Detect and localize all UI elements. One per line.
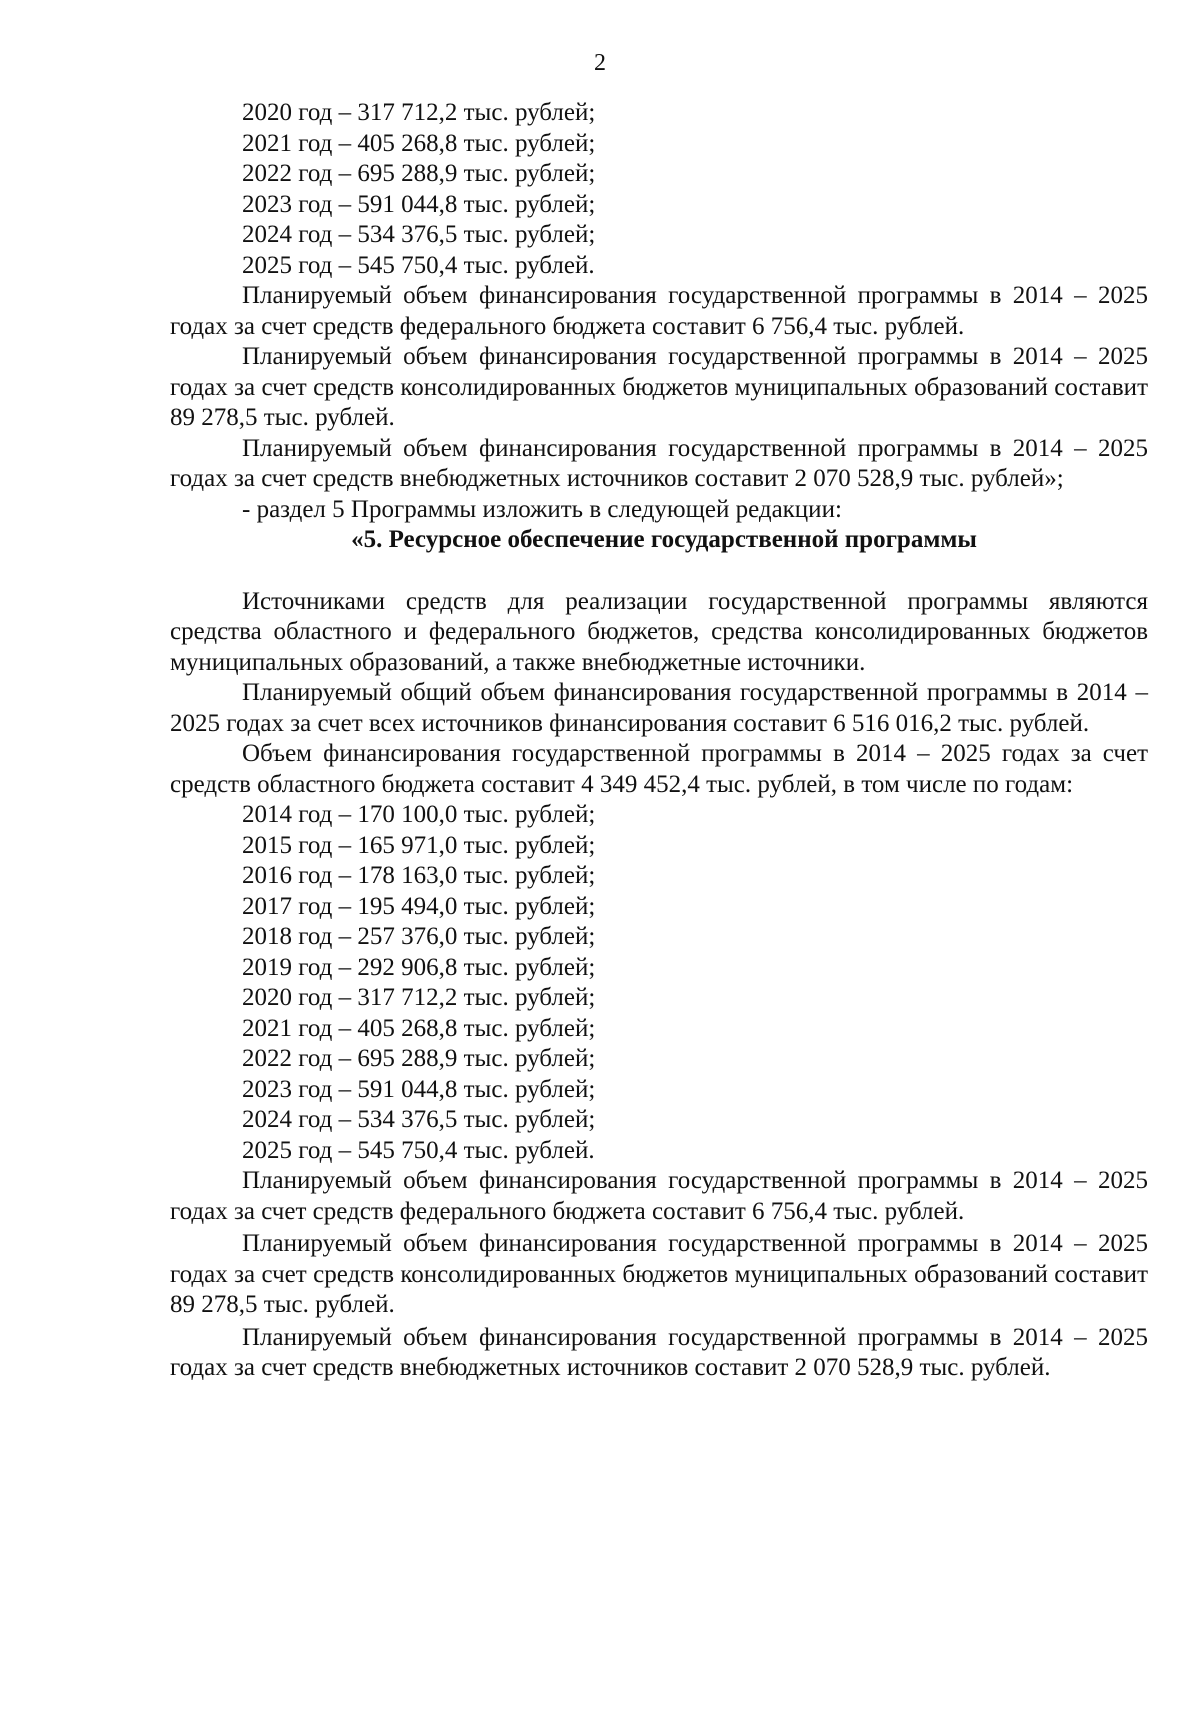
- amendment-item: - раздел 5 Программы изложить в следующей редакции:: [242, 495, 842, 523]
- spacer: [170, 556, 1148, 587]
- section-heading: «5. Ресурсное обеспечение государственной программы: [351, 526, 977, 553]
- sources-paragraph: Источниками средств для реализации государственной программы являются средства областного и федерального бюджетов, средства консолидированных бюджетов муниципальных образований, а также внебюджетные источники.: [170, 587, 1148, 676]
- year-line: 2017 год – 195 494,0 тыс. рублей;: [242, 892, 596, 920]
- year-line: 2021 год – 405 268,8 тыс. рублей;: [242, 1014, 596, 1042]
- federal-budget-paragraph: Планируемый объем финансирования государственной программы в 2014 – 2025 годах за счет средств федерального бюджета составит 6 756,4 тыс. рублей.: [170, 1167, 1148, 1225]
- year-line: 2014 год – 170 100,0 тыс. рублей;: [242, 801, 596, 828]
- year-line: 2020 год – 317 712,2 тыс. рублей;: [242, 984, 596, 1011]
- municipal-budget-paragraph: Планируемый объем финансирования государственной программы в 2014 – 2025 годах за счет средств консолидированных бюджетов муниципальных образований составит 89 278,5 тыс. рублей.: [170, 1230, 1148, 1318]
- year-line: 2023 год – 591 044,8 тыс. рублей;: [242, 1075, 596, 1103]
- year-line: 2024 год – 534 376,5 тыс. рублей;: [242, 1106, 596, 1133]
- document-body: [170, 98, 1148, 1384]
- year-line: 2023 год – 591 044,8 тыс. рублей;: [242, 190, 596, 218]
- year-list-top: [170, 98, 1148, 281]
- page-number: 2: [594, 50, 606, 76]
- total-financing-paragraph: Планируемый общий объем финансирования государственной программы в 2014 – 2025 годах за счет всех источников финансирования составит 6 516 016,2 тыс. рублей.: [170, 679, 1148, 737]
- federal-budget-paragraph: Планируемый объем финансирования государственной программы в 2014 – 2025 годах за счет средств федерального бюджета составит 6 756,4 тыс. рублей.: [170, 282, 1148, 340]
- year-line: 2019 год – 292 906,8 тыс. рублей;: [242, 953, 596, 981]
- regional-budget-paragraph: Объем финансирования государственной программы в 2014 – 2025 годах за счет средств областного бюджета составит 4 349 452,4 тыс. рублей, в том числе по годам:: [170, 740, 1148, 798]
- year-line: 2018 год – 257 376,0 тыс. рублей;: [242, 923, 596, 950]
- year-line: 2021 год – 405 268,8 тыс. рублей;: [242, 129, 596, 157]
- year-line: 2025 год – 545 750,4 тыс. рублей.: [242, 1136, 595, 1164]
- year-line: 2022 год – 695 288,9 тыс. рублей;: [242, 160, 596, 187]
- year-line: 2016 год – 178 163,0 тыс. рублей;: [242, 862, 596, 889]
- year-list-section: [170, 800, 1148, 1166]
- year-line: 2022 год – 695 288,9 тыс. рублей;: [242, 1045, 596, 1072]
- extrabudgetary-paragraph: Планируемый объем финансирования государственной программы в 2014 – 2025 годах за счет средств внебюджетных источников составит 2 070 528,9 тыс. рублей»;: [170, 434, 1148, 492]
- year-line: 2015 год – 165 971,0 тыс. рублей;: [242, 831, 596, 859]
- year-line: 2024 год – 534 376,5 тыс. рублей;: [242, 221, 596, 248]
- municipal-budget-paragraph: Планируемый объем финансирования государственной программы в 2014 – 2025 годах за счет средств консолидированных бюджетов муниципальных образований составит 89 278,5 тыс. рублей.: [170, 343, 1148, 431]
- year-line: 2020 год – 317 712,2 тыс. рублей;: [242, 99, 596, 126]
- extrabudgetary-paragraph: Планируемый объем финансирования государственной программы в 2014 – 2025 годах за счет средств внебюджетных источников составит 2 070 528,9 тыс. рублей.: [170, 1323, 1148, 1381]
- year-line: 2025 год – 545 750,4 тыс. рублей.: [242, 251, 595, 279]
